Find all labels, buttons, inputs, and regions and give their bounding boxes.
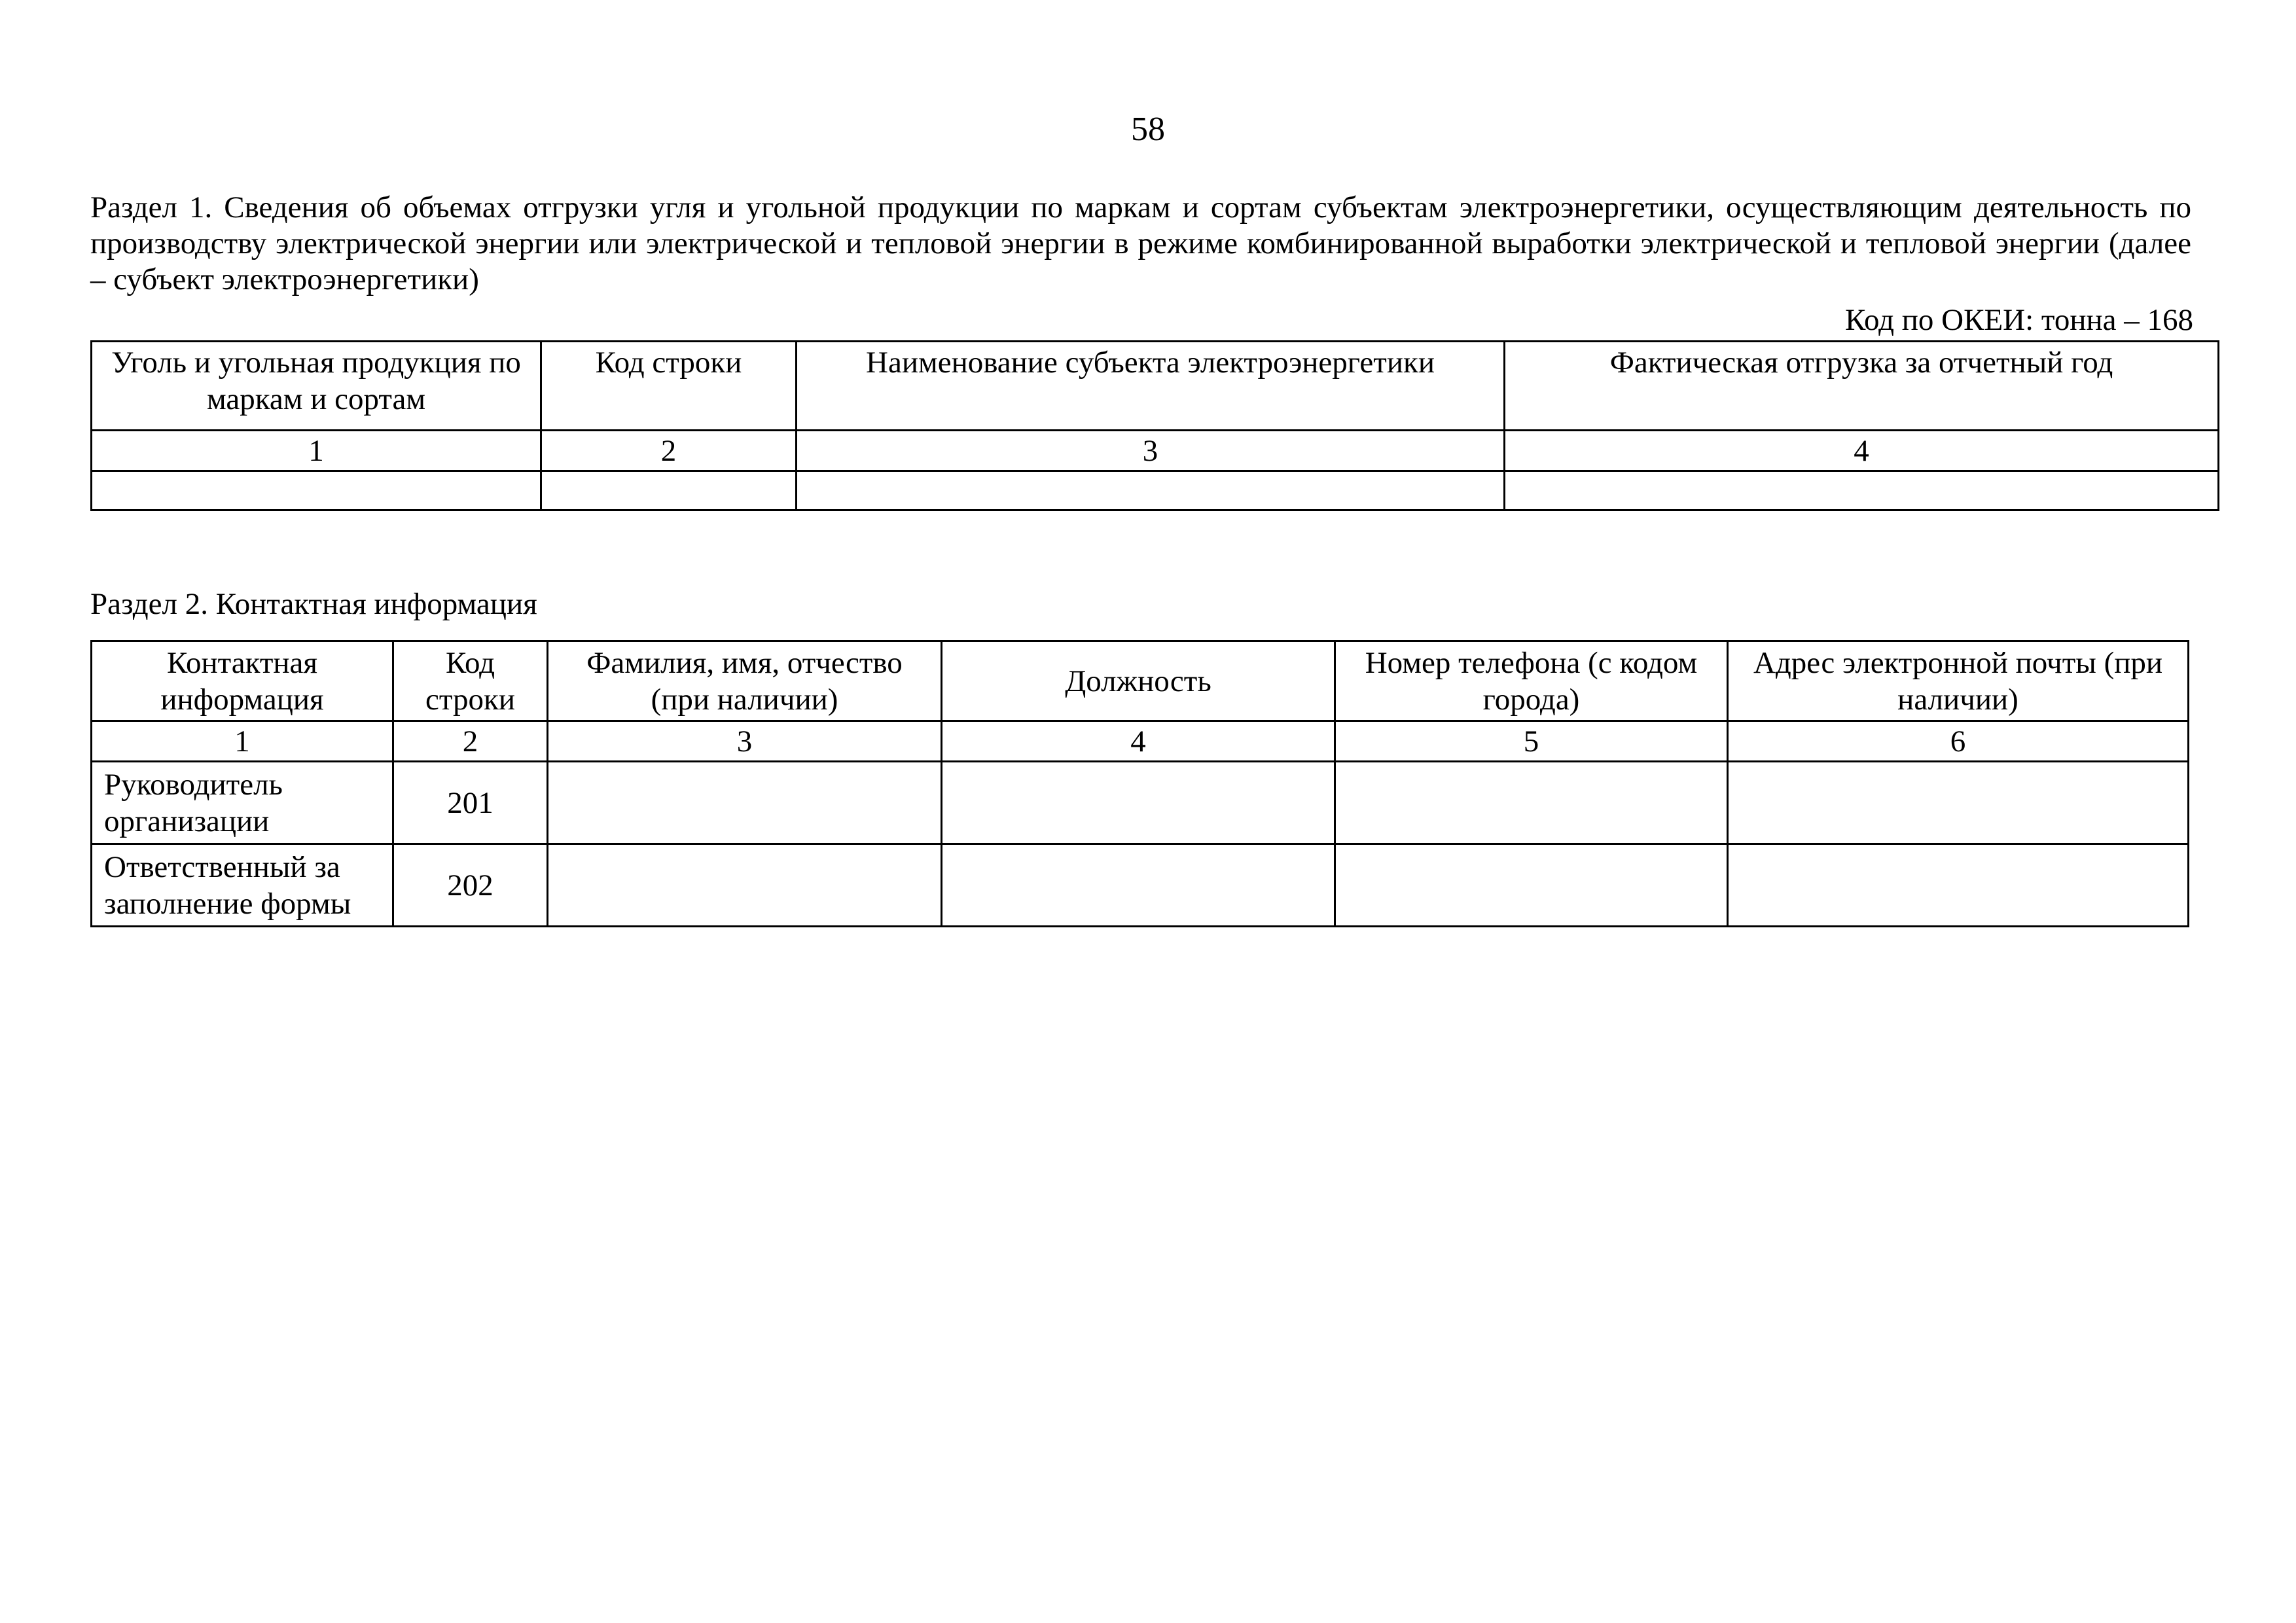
table-header-row <box>92 342 2219 431</box>
phone-cell[interactable] <box>1335 762 1728 844</box>
section2-table <box>90 640 2189 927</box>
column-header-position: Должность <box>942 641 1335 721</box>
column-number-row <box>92 431 2219 471</box>
table-header-row <box>92 641 2189 721</box>
column-number: 4 <box>942 721 1335 762</box>
empty-cell[interactable] <box>92 471 541 510</box>
column-header-phone: Номер телефона (с кодом города) <box>1335 641 1728 721</box>
section1-heading: Раздел 1. Сведения об объемах отгрузки угля и угольной продукции по маркам и сортам субъектам электроэнергетики, осуществляющим деятельность по производству электрической энергии или электрической и тепловой энергии в режиме комбинированной выработки электрической и тепловой энергии (далее – субъект электроэнергетики) <box>90 190 2191 296</box>
column-number: 2 <box>541 431 797 471</box>
column-number: 3 <box>797 431 1505 471</box>
empty-cell[interactable] <box>541 471 797 510</box>
email-cell[interactable] <box>1728 762 2189 844</box>
column-number: 4 <box>1505 431 2219 471</box>
column-number: 1 <box>92 721 393 762</box>
column-header-entity-name: Наименование субъекта электроэнергетики <box>797 342 1505 431</box>
column-header-contact-info: Контактная информация <box>92 641 393 721</box>
row-code: 202 <box>393 844 548 927</box>
column-number: 6 <box>1728 721 2189 762</box>
email-cell[interactable] <box>1728 844 2189 927</box>
column-header-full-name: Фамилия, имя, отчество (при наличии) <box>548 641 942 721</box>
section2-heading: Раздел 2. Контактная информация <box>90 587 537 621</box>
column-number: 1 <box>92 431 541 471</box>
column-number: 5 <box>1335 721 1728 762</box>
full-name-cell[interactable] <box>548 762 942 844</box>
column-number: 2 <box>393 721 548 762</box>
table-row-responsible-person <box>92 844 2189 927</box>
phone-cell[interactable] <box>1335 844 1728 927</box>
column-number-row <box>92 721 2189 762</box>
column-header-coal-product <box>92 342 541 431</box>
position-cell[interactable] <box>942 844 1335 927</box>
column-header-row-code: Код строки <box>541 342 797 431</box>
row-label: Ответственный за заполнение формы <box>92 844 393 927</box>
column-header-email: Адрес электронной почты (при наличии) <box>1728 641 2189 721</box>
page-number: 58 <box>1131 111 1165 148</box>
column-header-actual-shipment: Фактическая отгрузка за отчетный год <box>1505 342 2219 431</box>
okei-code: Код по ОКЕИ: тонна – 168 <box>1844 303 2193 337</box>
full-name-cell[interactable] <box>548 844 942 927</box>
column-header-row-code: Код строки <box>393 641 548 721</box>
table-row-head-of-organization <box>92 762 2189 844</box>
table-row <box>92 471 2219 510</box>
section1-table <box>90 340 2219 511</box>
column-number: 3 <box>548 721 942 762</box>
row-label: Руководитель организации <box>92 762 393 844</box>
column-header-label: Уголь и угольная продукция по маркам и сортам <box>111 346 521 416</box>
empty-cell[interactable] <box>797 471 1505 510</box>
position-cell[interactable] <box>942 762 1335 844</box>
empty-cell[interactable] <box>1505 471 2219 510</box>
row-code: 201 <box>393 762 548 844</box>
